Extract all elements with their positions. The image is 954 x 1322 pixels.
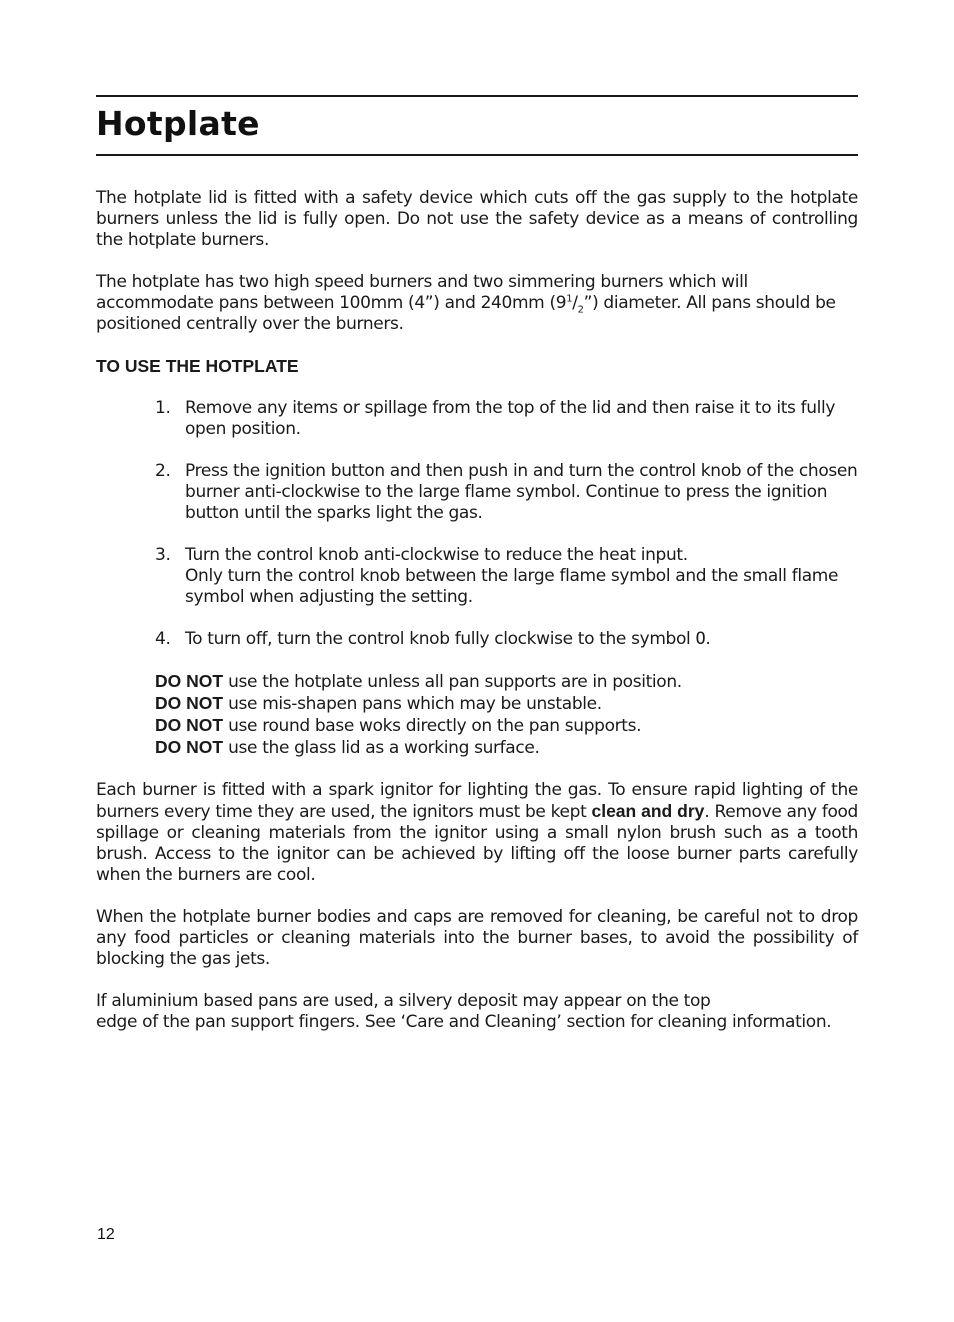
section-heading: TO USE THE HOTPLATE <box>96 356 299 376</box>
aluminium-line-2: edge of the pan support fingers. See ‘Care and Cleaning’ section for cleaning information. <box>96 1012 832 1032</box>
aluminium-line-1: If aluminium based pans are used, a silvery deposit may appear on the top <box>96 991 711 1011</box>
burners-text-start: The hotplate has two high speed burners and two simmering burners which will accommodate pans between 100mm (4”) and 240mm (9 <box>96 272 748 313</box>
step-text: Remove any items or spillage from the top of the lid and then raise it to its fully open position. <box>185 398 836 439</box>
fraction-slash: / <box>572 293 578 313</box>
warning-text: use round base woks directly on the pan supports. <box>223 716 642 736</box>
warning-text: use the hotplate unless all pan supports are in position. <box>223 672 682 692</box>
fraction-numerator: 1 <box>566 293 573 305</box>
page-number: 12 <box>97 1226 115 1243</box>
cleaning-paragraph: When the hotplate burner bodies and caps are removed for cleaning, be careful not to drop any food particles or cleaning materials into the burner bases, to avoid the possibility of blocking the gas jets. <box>96 907 858 969</box>
warning-key: DO NOT <box>155 693 224 713</box>
steps-list <box>96 398 858 650</box>
page-title: Hotplate <box>96 104 260 143</box>
title-top-rule <box>96 95 858 97</box>
warning-key: DO NOT <box>155 715 224 735</box>
ignitor-text-end: . Remove any food spillage or cleaning materials from the ignitor using a small nylon brush such as a tooth brush. Access to the ignitor can be achieved by lifting off the loose burner parts carefully when the burners are cool. <box>96 802 858 885</box>
step-number: 3. <box>155 545 171 565</box>
intro-paragraph-safety: The hotplate lid is fitted with a safety device which cuts off the gas supply to the hotplate burners unless the lid is fully open. Do not use the safety device as a means of controlling the hotplate burners. <box>96 188 858 250</box>
warnings-block <box>155 671 858 759</box>
step-number: 1. <box>155 398 171 418</box>
ignitor-emphasis: clean and dry <box>591 801 705 821</box>
list-item <box>96 545 858 608</box>
intro-paragraph-burners <box>96 272 858 335</box>
step-text: Turn the control knob anti-clockwise to reduce the heat input. <box>185 545 688 565</box>
warning-key: DO NOT <box>155 671 224 691</box>
step-text: To turn off, turn the control knob fully clockwise to the symbol <box>185 629 696 649</box>
warning-line <box>155 737 858 759</box>
warning-key: DO NOT <box>155 737 224 757</box>
fraction-denominator: 2 <box>577 304 584 316</box>
step-number: 2. <box>155 461 171 481</box>
step-text-end: . <box>705 629 711 649</box>
list-item <box>96 461 858 524</box>
aluminium-paragraph <box>96 991 858 1033</box>
list-item <box>96 398 858 440</box>
burners-text-end: ”) diameter. All pans should be positioned centrally over the burners. <box>96 293 836 334</box>
warning-line <box>155 671 858 693</box>
step-number: 4. <box>155 629 171 649</box>
warning-line <box>155 715 858 737</box>
step-text-continued: Only turn the control knob between the large flame symbol and the small flame symbol when adjusting the setting. <box>185 566 839 607</box>
list-item <box>96 629 858 650</box>
step-text: Press the ignition button and then push in and turn the control knob of the chosen burner anti-clockwise to the large flame symbol. Continue to press the ignition button until the sparks light the gas. <box>185 461 858 523</box>
ignitor-text-start: Each burner is fitted with a spark ignitor for lighting the gas. To ensure rapid lighting of the burners every time they are used, the ignitors must be kept <box>96 780 858 822</box>
warning-text: use mis-shapen pans which may be unstable. <box>223 694 602 714</box>
warning-text: use the glass lid as a working surface. <box>223 738 540 758</box>
ignitor-paragraph <box>96 780 858 886</box>
title-bottom-rule <box>96 154 858 156</box>
off-symbol: O <box>695 629 706 649</box>
page-content <box>96 188 858 1054</box>
warning-line <box>155 693 858 715</box>
